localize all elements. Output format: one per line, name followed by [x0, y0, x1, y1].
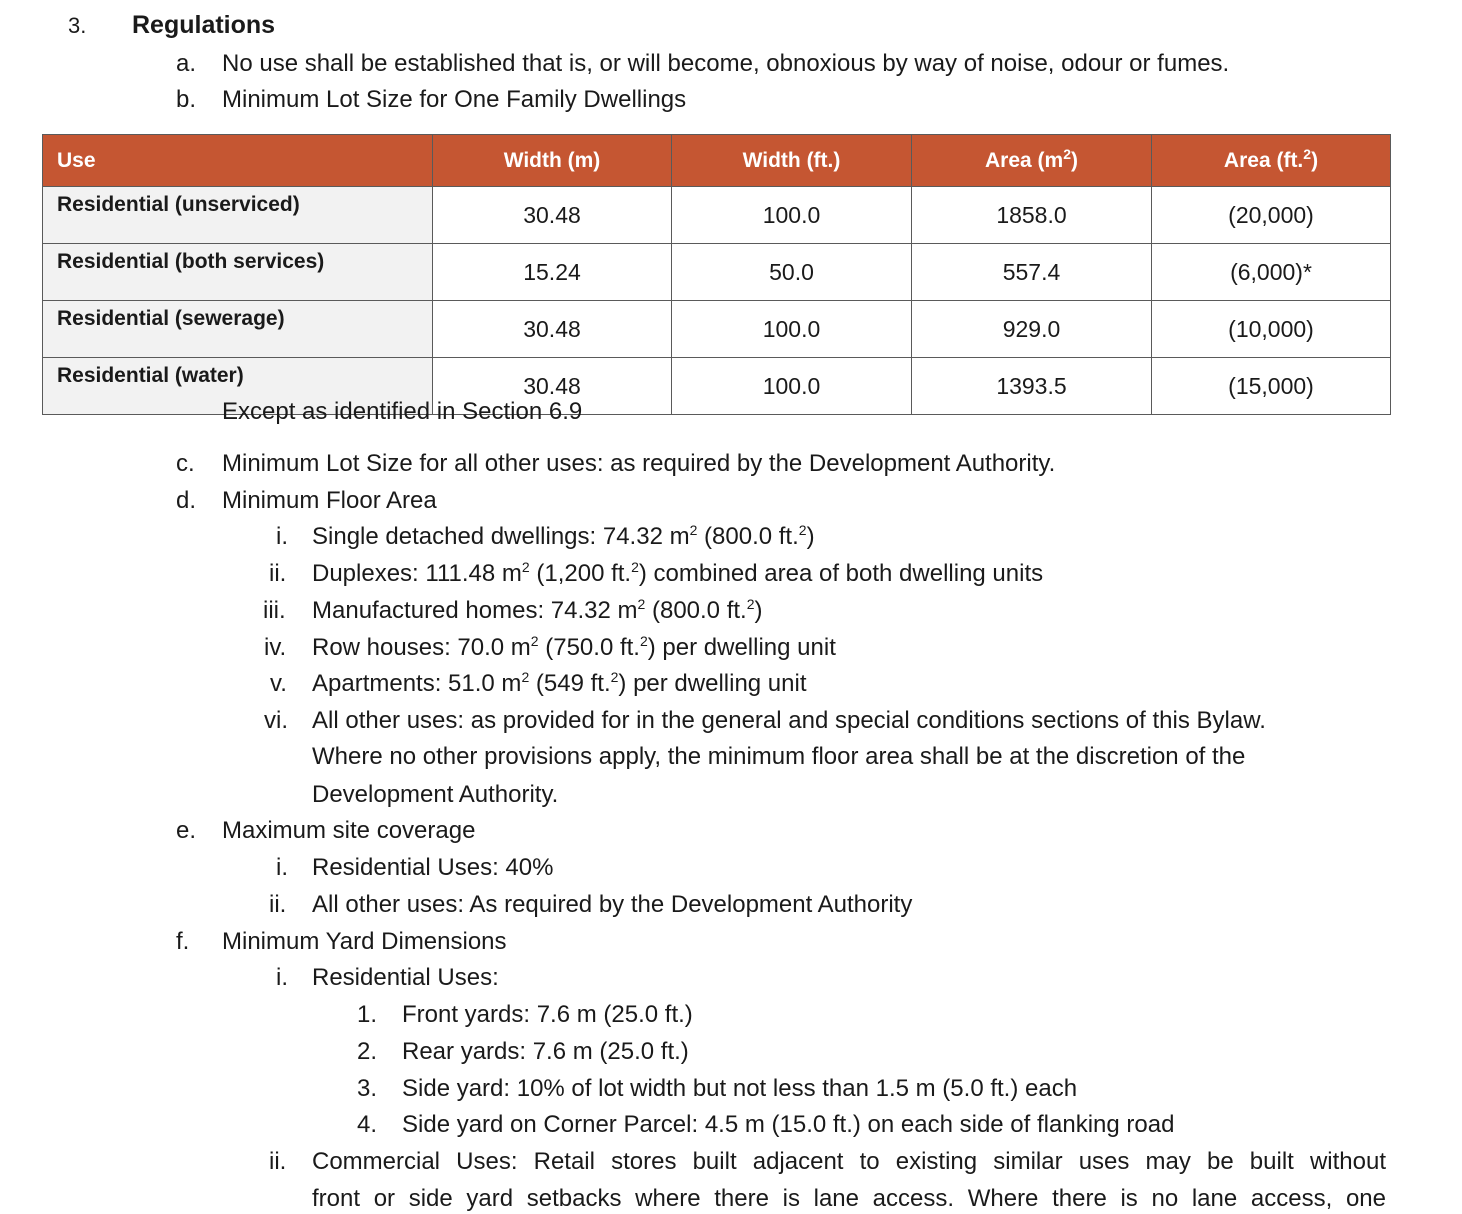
table-row: [43, 244, 1391, 301]
floor-area-i-label: i.: [276, 523, 288, 550]
cell-area-m: 929.0: [912, 301, 1152, 358]
cell-width-ft: 50.0: [672, 244, 912, 301]
coverage-i-text: Residential Uses: 40%: [312, 854, 554, 881]
cell-area-ft: (10,000): [1152, 301, 1391, 358]
lot-size-table: [42, 134, 1391, 415]
cell-width-ft: 100.0: [672, 358, 912, 415]
cell-area-m: 1393.5: [912, 358, 1152, 415]
cell-use: Residential (both services): [43, 244, 433, 301]
cell-width-m: 30.48: [433, 187, 672, 244]
item-f-text: Minimum Yard Dimensions: [222, 928, 507, 955]
item-f-label: f.: [176, 928, 190, 955]
table-row: [43, 301, 1391, 358]
cell-use: Residential (unserviced): [43, 187, 433, 244]
cell-width-m: 15.24: [433, 244, 672, 301]
header-use: Use: [43, 135, 433, 187]
yard-residential-1-text: Front yards: 7.6 m (25.0 ft.): [402, 1001, 693, 1028]
item-d-text: Minimum Floor Area: [222, 487, 437, 514]
table-footnote: Except as identified in Section 6.9: [222, 398, 583, 425]
cell-area-ft: (6,000)*: [1152, 244, 1391, 301]
section-number: 3.: [68, 13, 87, 38]
item-e-label: e.: [176, 817, 197, 844]
floor-area-iii-text: Manufactured homes: 74.32 $m^2$ (800.0 ft.$^2$): [312, 596, 763, 624]
table-row: [43, 187, 1391, 244]
item-d-label: d.: [176, 487, 197, 514]
header-area-m: Area $(m^2)$: [912, 135, 1152, 187]
floor-area-vi-label: vi.: [264, 707, 288, 734]
header-width-ft: Width (ft.): [672, 135, 912, 187]
floor-area-iii-label: iii.: [263, 597, 286, 624]
section-title: Regulations: [132, 11, 276, 39]
yard-ii-line1: Commercial Uses: Retail stores built adjacent to existing similar uses may be built without: [312, 1148, 1386, 1175]
cell-area-ft: (15,000): [1152, 358, 1391, 415]
floor-area-vi-line3: Development Authority.: [312, 781, 559, 808]
table-header-row: [43, 135, 1391, 187]
coverage-ii-label: ii.: [269, 891, 287, 918]
header-width-m: Width (m): [433, 135, 672, 187]
yard-i-label: i.: [276, 964, 288, 991]
item-c-text: Minimum Lot Size for all other uses: as required by the Development Authority.: [222, 450, 1056, 477]
cell-width-m: 30.48: [433, 301, 672, 358]
cell-use: Residential (water): [43, 358, 433, 415]
item-a-label: a.: [176, 50, 197, 77]
floor-area-i-text: Single detached dwellings: 74.32 $m^2$ (800.0 ft.$^2$): [312, 522, 815, 550]
coverage-ii-text: All other uses: As required by the Development Authority: [312, 891, 913, 918]
cell-area-ft: (20,000): [1152, 187, 1391, 244]
yard-ii-line2: front or side yard setbacks where there is lane access. Where there is no lane access, one: [312, 1185, 1386, 1212]
header-area-ft: Area (ft.$^2$): [1152, 135, 1391, 187]
yard-residential-3-text: Side yard: 10% of lot width but not less than 1.5 m (5.0 ft.) each: [402, 1075, 1078, 1102]
floor-area-v-text: Apartments: 51.0 $m^2$ (549 ft.$^2$) per dwelling unit: [312, 669, 807, 697]
item-b-label: b.: [176, 86, 197, 113]
item-b-text: Minimum Lot Size for One Family Dwellings: [222, 86, 687, 113]
yard-residential-1-label: 1.: [357, 1001, 378, 1028]
cell-width-ft: 100.0: [672, 301, 912, 358]
item-a-text: No use shall be established that is, or will become, obnoxious by way of noise, odour or fumes.: [222, 50, 1230, 77]
floor-area-iv-label: iv.: [264, 634, 287, 661]
yard-i-text: Residential Uses:: [312, 964, 499, 991]
yard-residential-3-label: 3.: [357, 1075, 378, 1102]
floor-area-ii-text: Duplexes: 111.48 $m^2$ (1,200 ft.$^2$) combined area of both dwelling units: [312, 559, 1044, 587]
cell-use: Residential (sewerage): [43, 301, 433, 358]
cell-width-m: 30.48: [433, 358, 672, 415]
floor-area-v-label: v.: [270, 670, 287, 697]
item-e-text: Maximum site coverage: [222, 817, 476, 844]
cell-width-ft: 100.0: [672, 187, 912, 244]
coverage-i-label: i.: [276, 854, 288, 881]
cell-area-m: 1858.0: [912, 187, 1152, 244]
yard-ii-label: ii.: [269, 1148, 287, 1175]
floor-area-vi-line2: Where no other provisions apply, the minimum floor area shall be at the discretion of the: [312, 743, 1246, 770]
floor-area-ii-label: ii.: [269, 560, 287, 587]
yard-residential-4-text: Side yard on Corner Parcel: 4.5 m (15.0 ft.) on each side of flanking road: [402, 1111, 1175, 1138]
item-c-label: c.: [176, 450, 195, 477]
floor-area-iv-text: Row houses: 70.0 $m^2$ (750.0 ft.$^2$) per dwelling unit: [312, 633, 836, 661]
floor-area-vi-line1: All other uses: as provided for in the general and special conditions sections of this Bylaw.: [312, 707, 1266, 734]
yard-residential-2-text: Rear yards: 7.6 m (25.0 ft.): [402, 1038, 689, 1065]
cell-area-m: 557.4: [912, 244, 1152, 301]
yard-residential-4-label: 4.: [357, 1111, 378, 1138]
yard-residential-2-label: 2.: [357, 1038, 378, 1065]
